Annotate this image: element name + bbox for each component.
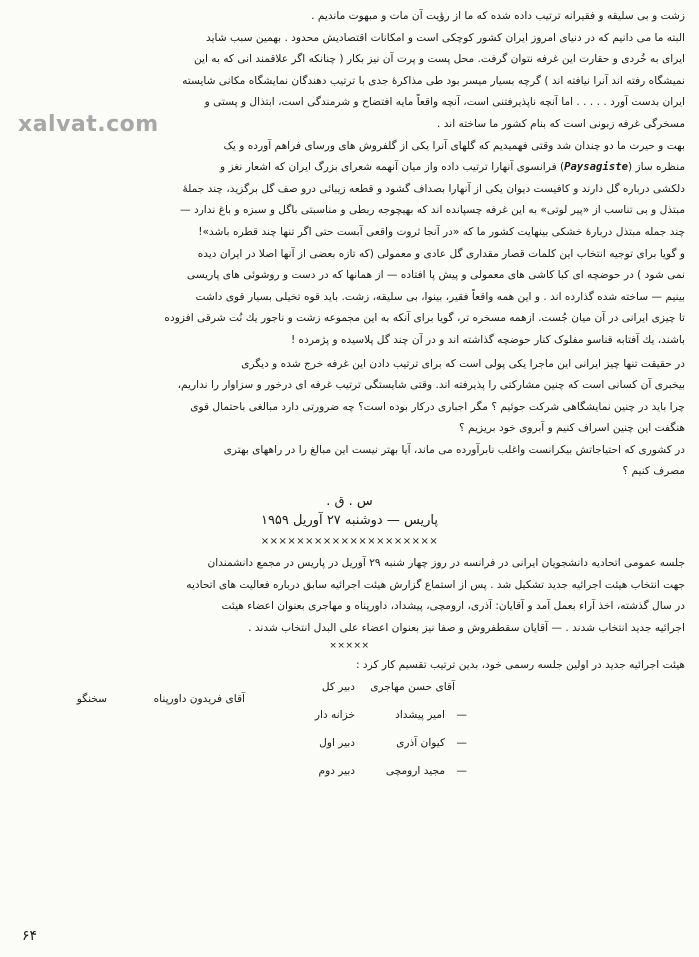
text-line: در سال گذشته، اخذ آراء بعمل آمد و آقایان: آذری، ارومچی، پیشداد، داورپناه و مهاجری بعنوان اعضاء هیئت — [221, 600, 685, 613]
text-line: مبتذل و بی تناسب از «پیر لوتی» به این غرفه چسپانده اند که بهیچوجه ربطی و مناسبتی باگل و سبزه و باغ ندارد — — [180, 204, 685, 217]
text-line: جلسه عمومی اتحادیه دانشجویان ایرانی در فرانسه در روز چهار شنبه ۲۹ آوریل در پاریس در مجمع دانشمندان — [207, 557, 685, 570]
dateline: پاریس — دوشنبه ۲۷ آوریل ۱۹۵۹ — [260, 513, 439, 529]
spokesperson-name: آقای فریدون داورپناه — [153, 693, 245, 706]
separator: ×××××××××××××××××××× — [260, 536, 439, 548]
text-line: نمیشگاه رفته اند آنرا نیافته اند ) گرچه بسیار میسر بود طی مذاکرۀ جدی با ترتیب دهندگان نمایشگاه مکانی شایسته — [182, 74, 685, 87]
text-line: در کشوری که احتیاجاتش بیکرانست واغلب نابرآورده می ماند، آیا بهتر نیست این مبالغ را در راههای بهتری — [223, 443, 685, 456]
dash: — — [456, 765, 467, 778]
dash: — — [456, 737, 467, 750]
role-name: کیوان آذری — [396, 737, 445, 750]
text-line: البته ما می دانیم که در دنیای امروز ایران کشور کوچکی است و امکانات اقتصادیش محدود . بهمین سبب شاید — [206, 31, 685, 44]
text-line-latin: منظره ساز (Paysagiste) فرانسوی آنهارا ترتیب داده واز میان آنهمه شعرای بزرگ ایران که اشعار نغز و — [219, 161, 685, 174]
text-line: دلکشی درباره گل دارند و کافیست دیوان یکی از آنهارا بصداف گشود و قطعه زیبائی درو صف گل برگزید، چند جملهٔ — [182, 182, 685, 195]
text-line: هنگفت این چنین اسراف کنیم و آبروی خود بریزیم ؟ — [459, 422, 685, 435]
text-line: مسخرگی غرفه زبونی است که بنام کشور ما ساخته اند . — [436, 117, 685, 130]
text-line: زشت و بی سلیقه و فقیرانه ترتیب داده شده که ما از رؤیت آن مات و مبهوت ماندیم . — [311, 10, 685, 22]
role-title: دبیر کل — [321, 681, 355, 694]
text-line: بهت و حیرت ما دو چندان شد وقتی فهمیدیم که گلهای آنرا یکی از گلفروش های ورسای فراهم آورده و یک — [223, 139, 685, 152]
page-number: ۶۴ — [22, 928, 38, 944]
role-name: آقای حسن مهاجری — [370, 681, 455, 694]
article-body — [14, 6, 685, 352]
text-line: تا چیزی ایرانی در آن میان جُست. ازهمه مسخره تر، گویا برای آنکه به این مجموعه زشت و ناجور یك نُت شرقی افزوده — [164, 312, 685, 325]
roles-list — [14, 679, 685, 799]
text-line: و گویا برای توجیه انتخاب این کلمات قصار مقداری گل عادی و معمولی (که تازه بعضی از آنها اصلا در ایران دیده — [197, 247, 685, 260]
text-line: چرا باید در چنین نمایشگاهی شرکت جوئیم ؟ مگر اجباری درکار بوده است؟ چه ضرورتی دارد مبالغی باحتمال قوی — [190, 400, 685, 413]
role-name: امیر پیشداد — [395, 709, 445, 722]
role-title: خزانه دار — [314, 709, 355, 722]
role-title: دبیر دوم — [318, 765, 355, 778]
spokesperson-role: سخنگو — [76, 693, 107, 706]
text-line: جهت انتخاب هیئت اجرائیه جدید تشکیل شد . پس از استماع گزارش هیئت اجرائیه سابق درباره فعالیت های اتحادیه — [186, 578, 685, 591]
dash: — — [456, 709, 467, 722]
text-line: چند جمله مبتذل دربارۀ خشکی بینهایت کشور ما که «در آنجا ثروت واقعی آبست حتی اگر تنها چند قطره باشد»! — [198, 225, 685, 238]
text-line: بینیم — ساخته شده گذارده اند . و این همه واقعاً فقیر، بینوا، بی سلیقه، زشت. باید قوه تخیلی بسیار قوی داشت — [195, 290, 685, 303]
small-separator: ××××× — [329, 641, 370, 652]
text-line: مصرف کنیم ؟ — [622, 465, 685, 478]
text-line: باشند، یك آفتابه قناسو مفلوک کنار حوضچه گذاشته اند و در آن چند گل پلاسیده و پژمرده ! — [290, 333, 685, 346]
role-title: دبیر اول — [319, 737, 355, 750]
author-signature: س . ق . — [326, 494, 373, 510]
text-line: در حقیقت تنها چیز ایرانی این ماجرا یکی پولی است که برای ترتیب دادن این غرفه خرج شده و دیگری — [241, 357, 685, 370]
text-line: اجرائیه جدید انتخاب شدند . — آقایان سقطفروش و صفا نیز بعنوان اعضاء علی البدل انتخاب شدند . — [248, 621, 685, 634]
role-name: مجید ارومچی — [385, 765, 445, 778]
roles-intro: هیئت اجرائیه جدید در اولین جلسه رسمی خود، بدین ترتیب تقسیم کار کرد : — [356, 659, 685, 672]
text-line: بیخبری آن کسانی است که چنین مشارکتی را پذیرفته اند. وقتی شایستگی ترتیب غرفه ای درخور و سزاوار را نداریم، — [177, 379, 685, 392]
meeting-report — [14, 553, 685, 639]
text-line: ایرای به خُردی و حقارت این غرفه نتوان گرفت. محل پست و پرت آن نیز بکار ( چنانکه اگر علاقمند انی که به این — [193, 53, 685, 66]
latin-word: Paysagiste — [564, 161, 628, 174]
text-line: ایران بدست آورد . . . . . اما آنچه ناپذیرفتنی است، آنچه واقعاً مایه افتضاح و شرمندگی است، ابتذال و پستی و — [204, 96, 685, 109]
text-line: نمی شود ) در حوضچه ای کبا کاشی های معمولی و پیش پا افتاده — از همانها که در دست و روشوئی های پاریسی — [186, 269, 685, 282]
article-conclusion — [14, 354, 685, 484]
watermark: xalvat.com — [18, 112, 159, 137]
